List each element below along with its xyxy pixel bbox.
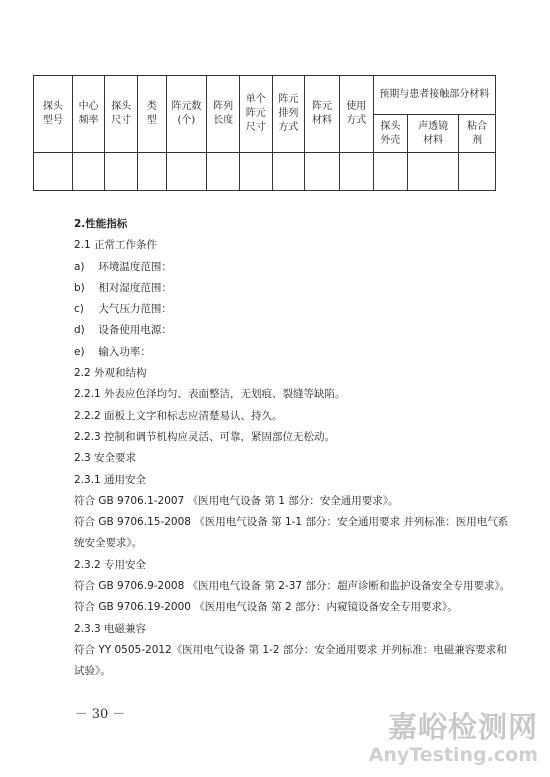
list-text: 设备使用电源： [98, 324, 172, 337]
table-cell [305, 153, 340, 191]
table-cell [138, 153, 167, 191]
probe-spec-table [33, 75, 496, 191]
section-title: 2.性能指标 [74, 218, 128, 230]
list-text: 相对湿度范围： [98, 281, 172, 294]
paragraph: 符合 GB 9706.15-2008 《医用电气设备 第 1-1 部分：安全通用要求 并列标准：医用电气系统安全要求》。 [74, 516, 509, 550]
page-number: － 30 － [74, 707, 126, 722]
header-cell: 使用 方式 [339, 76, 373, 153]
list-label: a) [74, 260, 85, 273]
paragraph: 2.2.1 外表应色泽均匀、表面整洁，无划痕、裂缝等缺陷。 [74, 388, 346, 401]
paragraph: 符合 GB 9706.1-2007 《医用电气设备 第 1 部分：安全通用要求》。 [74, 494, 399, 507]
document-body [74, 214, 514, 683]
table-cell [166, 153, 207, 191]
list-item [74, 257, 514, 278]
section-heading: 2.2 外观和结构 [74, 367, 147, 380]
table-cell [272, 153, 305, 191]
header-cell: 单个 阵元 尺寸 [239, 76, 272, 153]
subsection-heading: 2.3.3 电磁兼容 [74, 622, 147, 635]
table-cell [459, 153, 496, 191]
paragraph: 符合 GB 9706.19-2000 《医用电气设备 第 2 部分：内窥镜设备安全专用要求》。 [74, 601, 458, 614]
section-heading: 2.3 安全要求 [74, 452, 137, 465]
header-cell: 类 型 [138, 76, 167, 153]
table-cell [72, 153, 105, 191]
header-cell: 探头 型号 [34, 76, 73, 153]
list-label: b) [74, 281, 85, 294]
list-item [74, 342, 514, 363]
list-item [74, 299, 514, 320]
watermark-subtext: AnyTesting.com [368, 744, 538, 766]
table-cell [373, 153, 408, 191]
table-header-row [34, 76, 496, 115]
list-text: 大气压力范围： [98, 303, 172, 316]
table-cell [105, 153, 138, 191]
list-label: d) [74, 324, 85, 337]
subheader-cell: 声透镜 材料 [408, 115, 459, 153]
list-item [74, 320, 514, 341]
subsection-heading: 2.3.2 专用安全 [74, 558, 147, 571]
list-text: 输入功率： [98, 345, 151, 358]
paragraph: 符合 GB 9706.9-2008 《医用电气设备 第 2-37 部分：超声诊断和监护设备安全专用要求》。 [74, 580, 511, 593]
subheader-cell: 探头 外壳 [373, 115, 408, 153]
table-cell [239, 153, 272, 191]
list-label: e) [74, 345, 85, 358]
header-cell: 阵元 材料 [305, 76, 340, 153]
paragraph: 符合 YY 0505-2012《医用电气设备 第 1-2 部分：安全通用要求 并列标准：电磁兼容要求和试验》。 [74, 643, 507, 678]
subsection-heading: 2.3.1 通用安全 [74, 473, 147, 486]
table-cell [207, 153, 240, 191]
group-header-cell: 预期与患者接触部分材料 [373, 76, 495, 115]
header-cell: 阵元数 (个) [166, 76, 207, 153]
header-cell: 中心 频率 [72, 76, 105, 153]
subheader-cell: 粘合 剂 [459, 115, 496, 153]
table-cell [408, 153, 459, 191]
paragraph: 2.2.2 面板上文字和标志应清楚易认、持久。 [74, 409, 283, 422]
table-cell [34, 153, 73, 191]
watermark-logo [369, 710, 538, 766]
header-cell: 阵列 长度 [207, 76, 240, 153]
table-row [34, 153, 496, 191]
watermark-text: 嘉峪检测网 [387, 710, 538, 744]
paragraph: 2.2.3 控制和调节机构应灵活、可靠，紧固部位无松动。 [74, 430, 336, 443]
table-cell [339, 153, 373, 191]
header-cell: 探头 尺寸 [105, 76, 138, 153]
header-cell: 阵元 排列 方式 [272, 76, 305, 153]
section-heading: 2.1 正常工作条件 [74, 239, 158, 252]
list-label: c) [74, 303, 84, 316]
list-item [74, 278, 514, 299]
list-text: 环境温度范围： [98, 260, 172, 273]
